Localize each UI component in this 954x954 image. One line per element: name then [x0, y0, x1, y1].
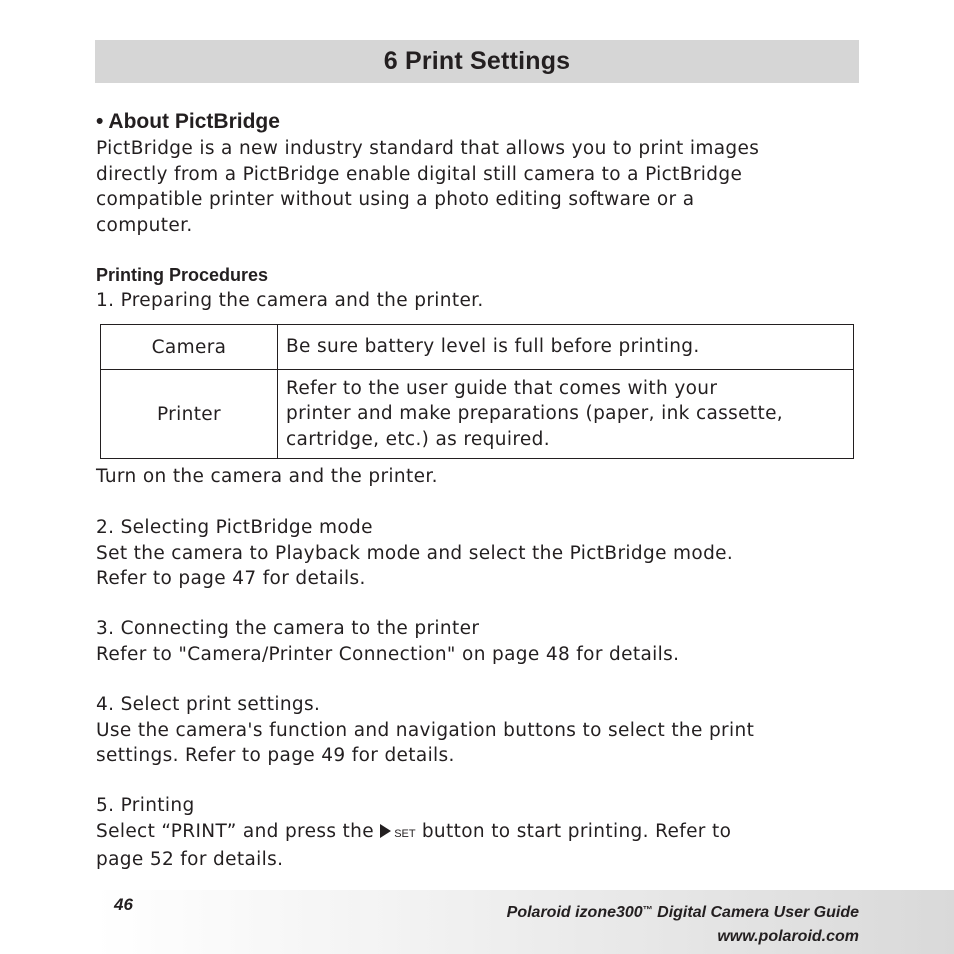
step4-title: 4. Select print settings. [96, 694, 321, 715]
step3-title: 3. Connecting the camera to the printer [96, 618, 480, 639]
step2-line: Refer to page 47 for details. [96, 568, 366, 589]
footer-guide-info [507, 899, 859, 949]
step1-title: 1. Preparing the camera and the printer. [96, 290, 484, 311]
procedures-heading: Printing Procedures [96, 265, 269, 285]
step3-line: Refer to "Camera/Printer Connection" on page 48 for details. [96, 643, 680, 665]
step4-line: settings. Refer to page 49 for details. [96, 745, 455, 766]
step3-block [96, 616, 679, 667]
guide-title: Polaroid izone300 [506, 904, 643, 921]
printer-desc-line: cartridge, etc.) as required. [286, 428, 550, 450]
about-heading: • About PictBridge [96, 110, 280, 133]
printer-desc-line: Refer to the user guide that comes with your [286, 377, 718, 399]
about-line: compatible printer without using a photo editing software or a [96, 189, 695, 210]
about-line: directly from a PictBridge enable digital still camera to a PictBridge [96, 163, 743, 185]
step5-block [96, 793, 731, 873]
play-triangle-icon [380, 824, 391, 838]
about-line: computer. [96, 214, 193, 236]
camera-description: Be sure battery level is full before printing. [278, 325, 854, 370]
guide-title-line [507, 899, 859, 925]
trademark-symbol: ™ [642, 905, 653, 916]
preparation-table [100, 324, 854, 459]
step2-line: Set the camera to Playback mode and select the PictBridge mode. [96, 542, 734, 564]
step2-title: 2. Selecting PictBridge mode [96, 517, 373, 538]
set-button-symbol [380, 819, 415, 848]
page-number: 46 [114, 895, 133, 914]
camera-label: Camera [101, 325, 278, 370]
website-link[interactable]: www.polaroid.com [717, 928, 859, 945]
printer-label: Printer [101, 370, 278, 459]
step4-block [96, 692, 754, 769]
printer-description [278, 370, 854, 459]
table-row [101, 370, 854, 459]
step5-title: 5. Printing [96, 795, 195, 816]
guide-subtitle: Digital Camera User Guide [652, 904, 859, 921]
page-title: 6 Print Settings [383, 47, 571, 75]
step5-line [96, 819, 731, 848]
step5-text-after: button to start printing. Refer to [415, 820, 732, 842]
section-header [95, 40, 859, 83]
step5-line: page 52 for details. [96, 849, 284, 870]
about-paragraph [96, 136, 759, 238]
about-line: PictBridge is a new industry standard that allows you to print images [96, 138, 760, 159]
step2-block [96, 515, 733, 592]
printer-desc-line: printer and make preparations (paper, ink cassette, [286, 403, 784, 425]
step1-after: Turn on the camera and the printer. [96, 466, 438, 487]
table-row [101, 325, 854, 370]
step5-text-before: Select “PRINT” and press the [96, 820, 381, 842]
step4-line: Use the camera's function and navigation buttons to select the print [96, 719, 755, 741]
set-label: SET [394, 827, 416, 840]
